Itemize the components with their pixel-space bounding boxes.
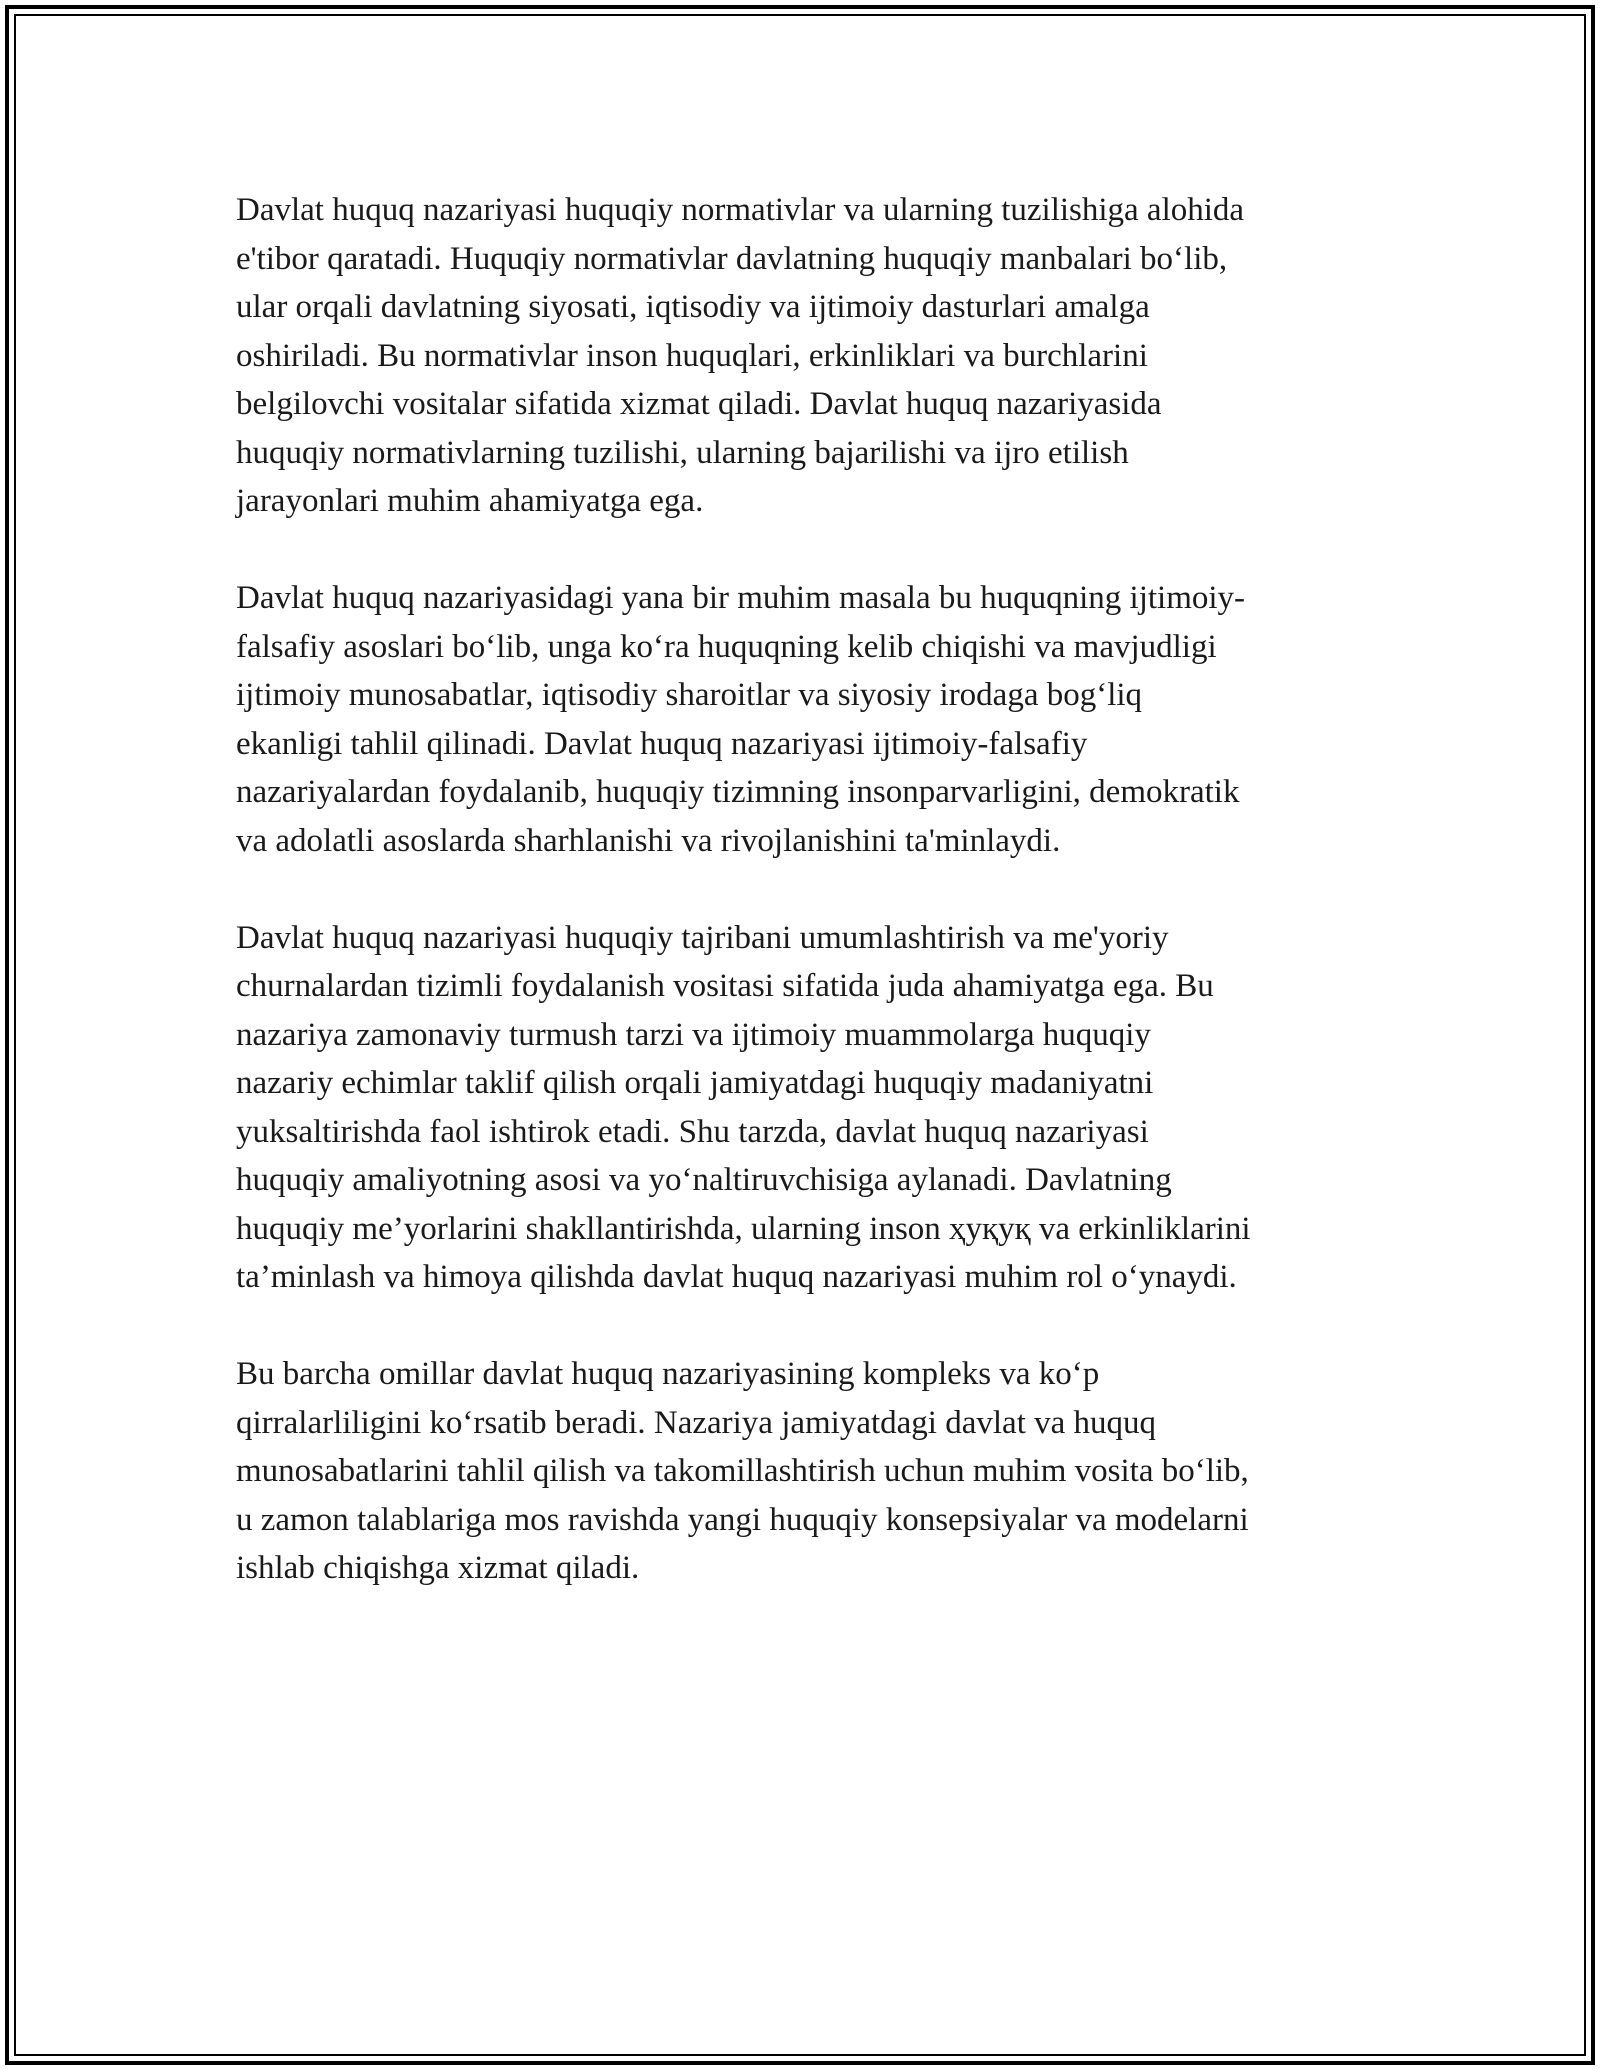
- text-line: Davlat huquq nazariyasi huquqiy tajribani umumlashtirish va me'yoriy: [236, 919, 1169, 956]
- text-line: e'tibor qaratadi. Huquqiy normativlar davlatning huquqiy manbalari bo‘lib,: [236, 240, 1228, 277]
- text-line: ular orqali davlatning siyosati, iqtisodiy va ijtimoiy dasturlari amalga: [236, 289, 1150, 325]
- text-line: qirralarliligini ko‘rsatib beradi. Nazariya jamiyatdagi davlat va huquq: [236, 1404, 1157, 1441]
- text-line: falsafiy asoslari bo‘lib, unga ko‘ra huquqning kelib chiqishi va mavjudligi: [236, 628, 1217, 665]
- text-line: churnalardan tizimli foydalanish vositasi sifatida juda ahamiyatga ega. Bu: [236, 968, 1214, 1004]
- text-line: u zamon talablariga mos ravishda yangi huquqiy konsepsiyalar va modelarni: [236, 1501, 1249, 1538]
- text-line: belgilovchi vositalar sifatida xizmat qiladi. Davlat huquq nazariyasida: [236, 386, 1162, 422]
- text-line: huquqiy normativlarning tuzilishi, ularning bajarilishi va ijro etilish: [236, 434, 1129, 471]
- text-line: ta’minlash va himoya qilishda davlat huquq nazariyasi muhim rol o‘ynaydi.: [236, 1259, 1237, 1295]
- text-line: huquqiy amaliyotning asosi va yo‘naltiruvchisiga aylanadi. Davlatning: [236, 1162, 1172, 1198]
- document-body: [236, 186, 1386, 1641]
- text-line: oshiriladi. Bu normativlar inson huquqlari, erkinliklari va burchlarini: [236, 337, 1148, 374]
- text-line: huquqiy me’yorlarini shakllantirishda, ularning inson ҳуқуқ va erkinliklarini: [236, 1210, 1251, 1247]
- text-line: ishlab chiqishga xizmat qiladi.: [236, 1550, 640, 1586]
- text-line: munosabatlarini tahlil qilish va takomillashtirish uchun muhim vosita bo‘lib,: [236, 1453, 1249, 1489]
- paragraph-3: [236, 914, 1386, 1302]
- text-line: ekanligi tahlil qilinadi. Davlat huquq nazariyasi ijtimoiy-falsafiy: [236, 725, 1088, 762]
- text-line: jarayonlari muhim ahamiyatga ega.: [236, 483, 704, 519]
- paragraph-1: [236, 186, 1386, 526]
- text-line: Davlat huquq nazariyasidagi yana bir muhim masala bu huquqning ijtimoiy-: [236, 580, 1246, 616]
- text-line: Bu barcha omillar davlat huquq nazariyasining kompleks va ko‘p: [236, 1356, 1100, 1392]
- text-line: ijtimoiy munosabatlar, iqtisodiy sharoitlar va siyosiy irodaga bog‘liq: [236, 677, 1143, 713]
- text-line: Davlat huquq nazariyasi huquqiy normativlar va ularning tuzilishiga alohida: [236, 192, 1245, 228]
- paragraph-4: [236, 1350, 1386, 1593]
- paragraph-2: [236, 574, 1386, 865]
- text-line: nazariya zamonaviy turmush tarzi va ijtimoiy muammolarga huquqiy: [236, 1016, 1151, 1053]
- text-line: nazariyalardan foydalanib, huquqiy tizimning insonparvarligini, demokratik: [236, 774, 1240, 810]
- text-line: yuksaltirishda faol ishtirok etadi. Shu tarzda, davlat huquq nazariyasi: [236, 1113, 1149, 1150]
- text-line: va adolatli asoslarda sharhlanishi va rivojlanishini ta'minlaydi.: [236, 822, 1061, 859]
- text-line: nazariy echimlar taklif qilish orqali jamiyatdagi huquqiy madaniyatni: [236, 1065, 1154, 1101]
